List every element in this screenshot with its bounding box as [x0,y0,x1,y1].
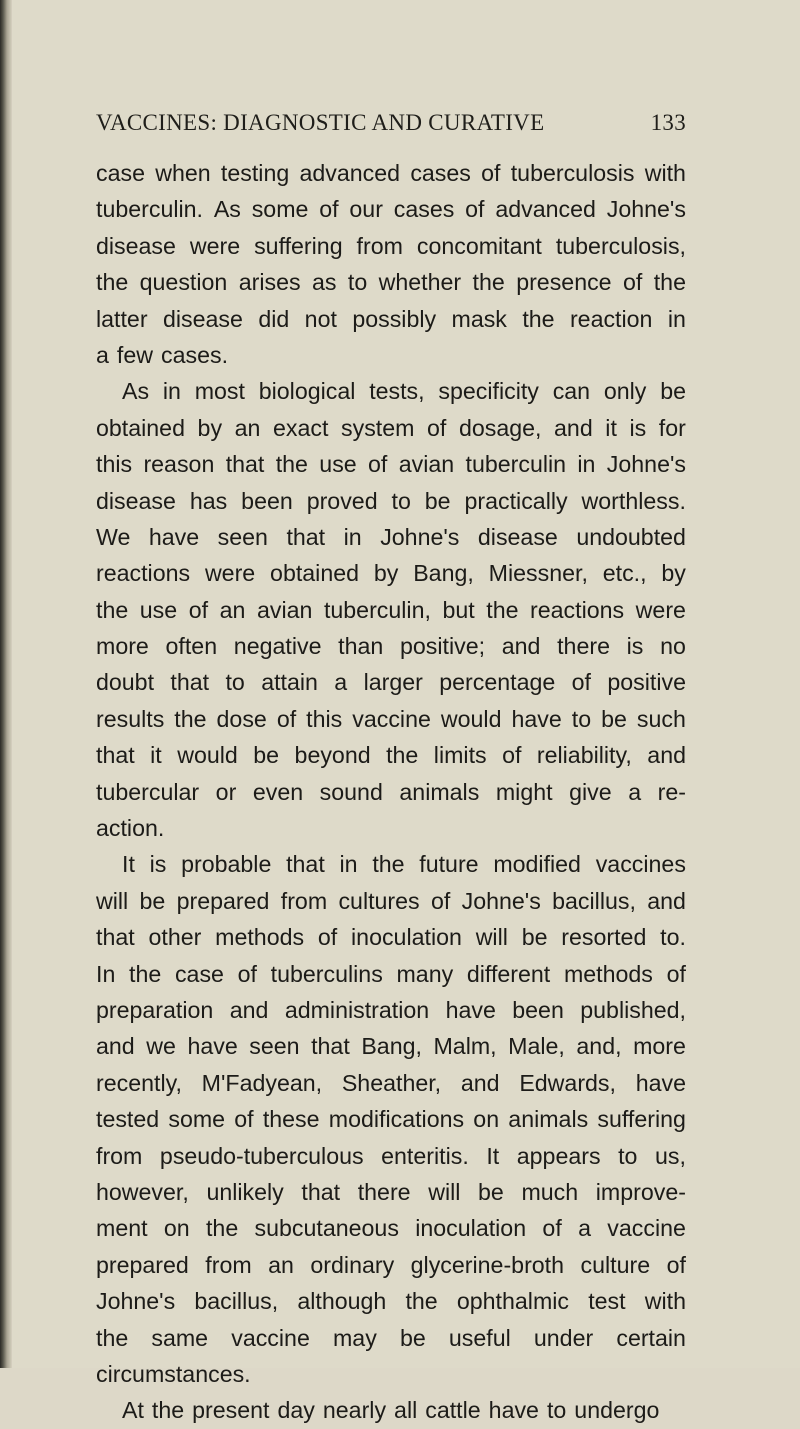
text-line: prepared from an ordinary glycerine-broth culture of [96,1251,686,1278]
text-line: preparation and administration have been published, [96,996,686,1023]
text-line: the use of an avian tuberculin, but the reactions were [96,596,686,623]
text-line: disease were suffering from concomitant tuberculosis, [96,232,686,259]
text-line: doubt that to attain a larger percentage of positive [96,669,686,696]
text-line: this reason that the use of avian tuberculin in Johne's [96,451,686,478]
text-line: will be prepared from cultures of Johne's bacillus, and [96,887,686,914]
text-line: As in most biological tests, specificity can only be [122,378,686,405]
text-line: At the present day nearly all cattle have to undergo [122,1397,660,1424]
body-text [96,155,686,1429]
text-line: circumstances. [96,1360,251,1387]
text-line: the same vaccine may be useful under certain [96,1324,686,1351]
text-line: that it would be beyond the limits of reliability, and [96,742,686,769]
text-line: more often negative than positive; and there is no [96,633,686,660]
text-line: recently, M'Fadyean, Sheather, and Edwards, have [96,1069,686,1096]
text-line: from pseudo-tuberculous enteritis. It appears to us, [96,1142,686,1169]
text-line: case when testing advanced cases of tuberculosis with [96,160,686,186]
text-line: results the dose of this vaccine would have to be such [96,705,686,732]
text-line: disease has been proved to be practically worthless. [96,487,686,514]
text-line: tested some of these modifications on animals suffering [96,1106,686,1133]
text-line: and we have seen that Bang, Malm, Male, and, more [96,1033,686,1060]
page-number: 133 [650,110,686,135]
text-line: We have seen that in Johne's disease undoubted [96,523,686,550]
text-line: reactions were obtained by Bang, Miessner, etc., by [96,560,686,587]
text-line: a few cases. [96,341,229,368]
text-line: however, unlikely that there will be much improve- [96,1178,686,1205]
text-line: ment on the subcutaneous inoculation of a vaccine [96,1215,686,1242]
text-line: obtained by an exact system of dosage, and it is for [96,414,686,441]
text-line: tuberculin. As some of our cases of advanced Johne's [96,196,686,223]
running-head-title: VACCINES: DIAGNOSTIC AND CURATIVE [96,110,545,135]
text-line: In the case of tuberculins many different methods of [96,960,686,987]
text-line: latter disease did not possibly mask the reaction in [96,305,686,332]
book-gutter-edge [0,0,12,1368]
text-line: Johne's bacillus, although the ophthalmic test with [96,1288,686,1315]
text-line: action. [96,815,165,842]
text-line: that other methods of inoculation will be resorted to. [96,924,686,951]
text-line: It is probable that in the future modified vaccines [122,851,686,878]
text-line: the question arises as to whether the presence of the [96,269,686,296]
text-line: tubercular or even sound animals might give a re- [96,778,686,805]
running-head [96,110,686,136]
